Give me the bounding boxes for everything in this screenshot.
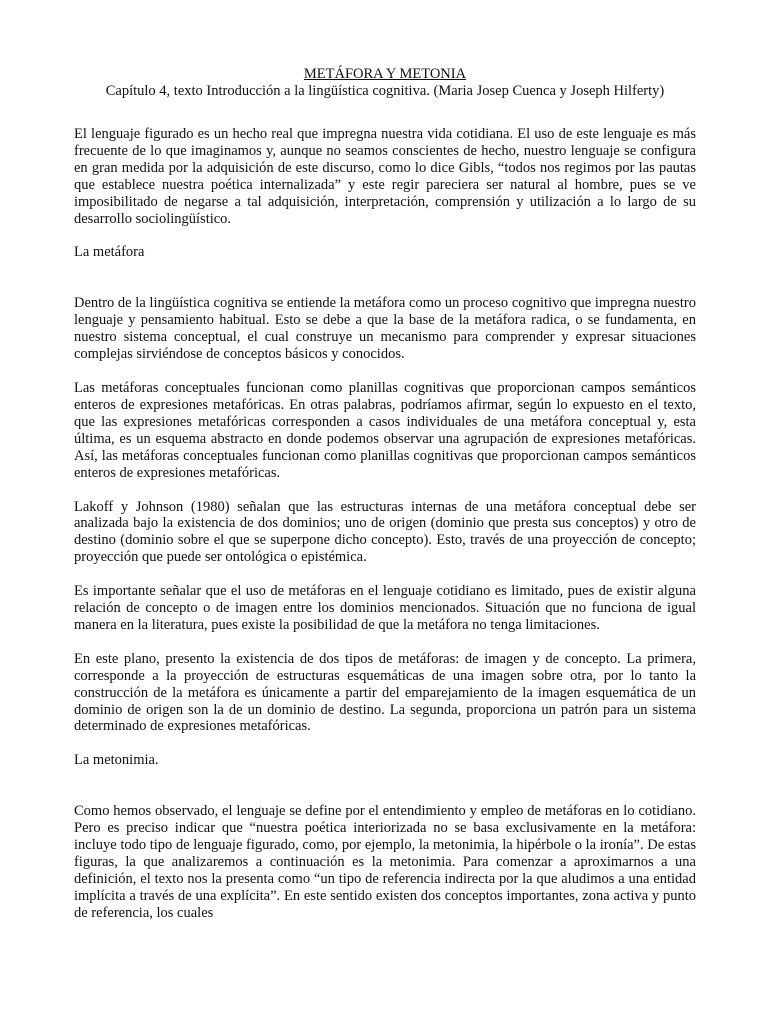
section-heading-metonimia: La metonimia. — [74, 752, 159, 769]
metafora-paragraph-1: Dentro de la lingüística cognitiva se entiende la metáfora como un proceso cognitivo que impregna nuestro lenguaje y pensamiento habitual. Esto se debe a que la base de la metáfora radica, o se fundamenta, en nuestro sistema conceptual, el cual construye un mecanismo para comprender y expresar situaciones complejas sirviéndose de conceptos básicos y conocidos. — [74, 295, 696, 363]
metafora-paragraph-5: En este plano, presento la existencia de dos tipos de metáforas: de imagen y de concepto. La primera, corresponde a la proyección de estructuras esquemáticas de una imagen sobre otra, por lo tanto la construcción de la metáfora es únicamente a partir del emparejamiento de la imagen esquemática de un dominio de origen son la de un dominio de destino. La segunda, proporciona un patrón para un sistema determinado de expresiones metafóricas. — [74, 650, 696, 735]
document-subtitle: Capítulo 4, texto Introducción a la lingüística cognitiva. (Maria Josep Cuenca y Joseph Hilferty) — [105, 83, 665, 99]
metafora-paragraph-4: Es importante señalar que el uso de metáforas en el lenguaje cotidiano es limitado, pues de existir alguna relación de concepto o de imagen entre los dominios mencionados. Situación que no funciona de igual manera en la literatura, pues existe la posibilidad de que la metáfora no tenga limitaciones. — [74, 583, 696, 633]
section-heading-metafora: La metáfora — [74, 244, 145, 261]
metafora-paragraph-3: Lakoff y Johnson (1980) señalan que las estructuras internas de una metáfora conceptual debe ser analizada bajo la existencia de dos dominios; uno de origen (dominio que presta sus conceptos) y otro de destino (dominio sobre el que se superpone dicho concepto). Esto, través de una proyección de concepto; proyección que puede ser ontológica o epistémica. — [74, 498, 696, 566]
metonimia-paragraph-1: Como hemos observado, el lenguaje se define por el entendimiento y empleo de metáforas en lo cotidiano. Pero es preciso indicar que “nuestra poética interiorizada no se basa exclusivamente en la metáfora: incluye todo tipo de lenguaje figurado, como, por ejemplo, la metonimia, la hipérbole o la ironía”. De estas figuras, la que analizaremos a continuación es la metonimia. Para comenzar a aproximarnos a una definición, el texto nos la presenta como “un tipo de referencia indirecta por la que aludimos a una entidad implícita a través de una explícita”. En este sentido existen dos conceptos importantes, zona activa y punto de referencia, los cuales — [74, 803, 696, 921]
document-title: METÁFORA Y METONIA — [303, 66, 467, 82]
intro-paragraph: El lenguaje figurado es un hecho real que impregna nuestra vida cotidiana. El uso de este lenguaje es más frecuente de lo que imaginamos y, aunque no seamos conscientes de hecho, nuestro lenguaje se configura en gran medida por la adquisición de este discurso, como lo dice Gibls, “todos nos regimos por las pautas que establece nuestra poética internalizada” y este regir pareciera ser natural al hombre, pues se ve imposibilitado de negarse a tal adquisición, interpretación, comprensión y utilización a lo largo de su desarrollo sociolingüístico. — [74, 126, 696, 227]
metafora-paragraph-2: Las metáforas conceptuales funcionan como planillas cognitivas que proporcionan campos semánticos enteros de expresiones metafóricas. En otras palabras, podríamos afirmar, según lo expuesto en el texto, que las expresiones metafóricas corresponden a casos individuales de una metáfora conceptual y, esta última, es un esquema abstracto en donde podemos observar una agrupación de expresiones metafóricas. Así, las metáforas conceptuales funcionan como planillas cognitivas que proporcionan campos semánticos enteros de expresiones metafóricas. — [74, 380, 696, 481]
